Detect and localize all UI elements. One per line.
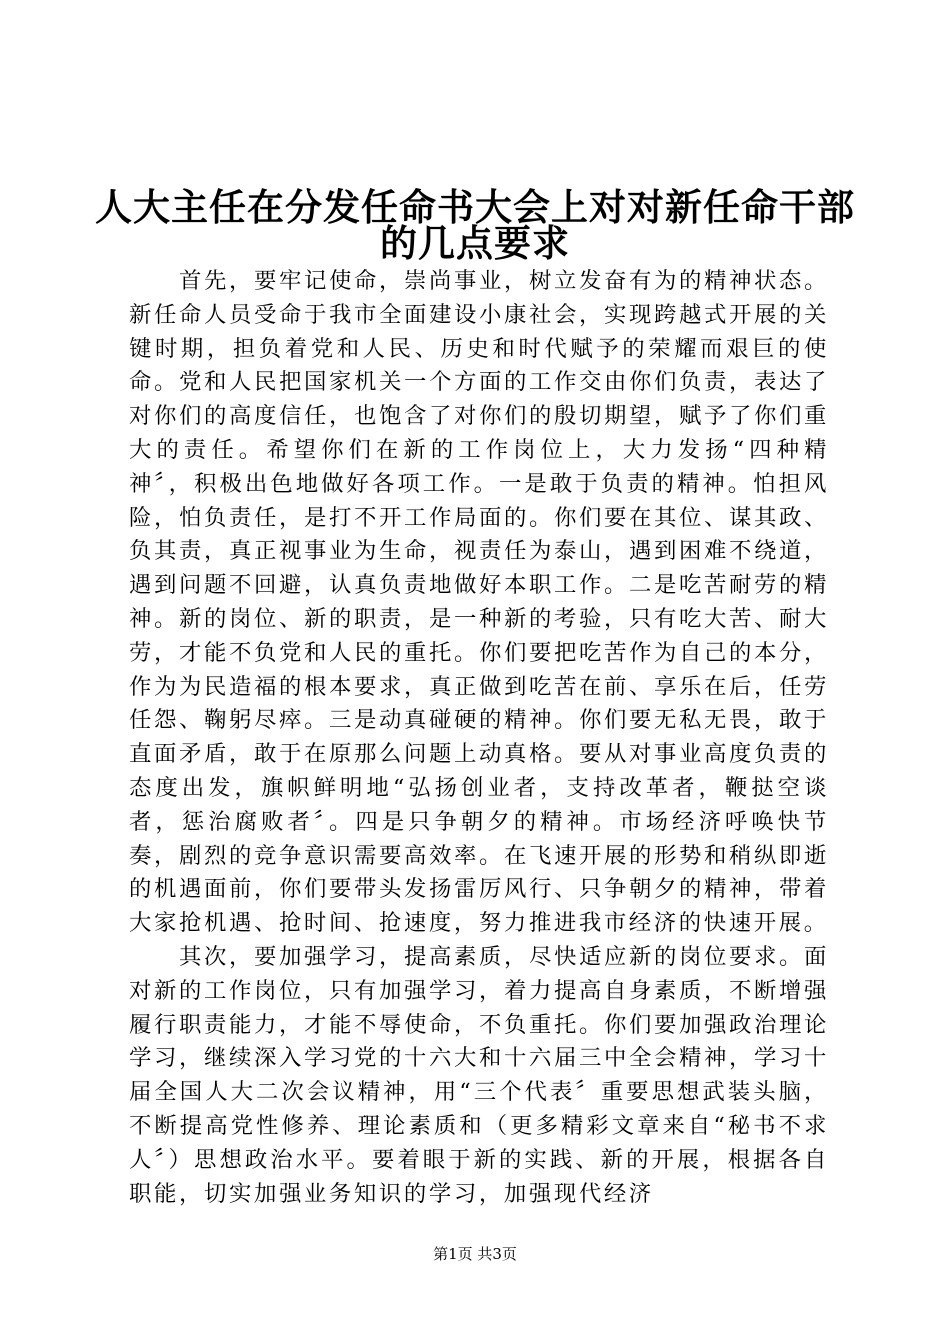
document-body [129, 265, 829, 1211]
document-title-line-1: 人大主任在分发任命书大会上对对新任命干部 [95, 186, 855, 229]
document-title-line-2: 的几点要求 [380, 222, 570, 265]
paragraph-1: 首先，要牢记使命，崇尚事业，树立发奋有为的精神状态。新任命人员受命于我市全面建设小康社会，实现跨越式开展的关键时期，担负着党和人民、历史和时代赋予的荣耀而艰巨的使命。党和人民把国家机关一个方面的工作交由你们负责，表达了对你们的高度信任，也饱含了对你们的殷切期望，赋予了你们重大的责任。希望你们在新的工作岗位上，大力发扬“四种精神〞，积极出色地做好各项工作。一是敢于负责的精神。怕担风险，怕负责任，是打不开工作局面的。你们要在其位、谋其政、负其责，真正视事业为生命，视责任为泰山，遇到困难不绕道，遇到问题不回避，认真负责地做好本职工作。二是吃苦耐劳的精神。新的岗位、新的职责，是一种新的考验，只有吃大苦、耐大劳，才能不负党和人民的重托。你们要把吃苦作为自己的本分，作为为民造福的根本要求，真正做到吃苦在前、享乐在后，任劳任怨、鞠躬尽瘁。三是动真碰硬的精神。你们要无私无畏，敢于直面矛盾，敢于在原那么问题上动真格。要从对事业高度负责的态度出发，旗帜鲜明地“弘扬创业者，支持改革者，鞭挞空谈者，惩治腐败者〞。四是只争朝夕的精神。市场经济呼唤快节奏，剧烈的竞争意识需要高效率。在飞速开展的形势和稍纵即逝的机遇面前，你们要带头发扬雷厉风行、只争朝夕的精神，带着大家抢机遇、抢时间、抢速度，努力推进我市经济的快速开展。 [129, 268, 829, 937]
page-footer: 第1页 共3页 [433, 1245, 517, 1263]
paragraph-2: 其次，要加强学习，提高素质，尽快适应新的岗位要求。面对新的工作岗位，只有加强学习，着力提高自身素质，不断增强履行职责能力，才能不辱使命，不负重托。你们要加强政治理论学习，继续深入学习党的十六大和十六届三中全会精神，学习十届全国人大二次会议精神，用“三个代表〞重要思想武装头脑，不断提高党性修养、理论素质和（更多精彩文章来自“秘书不求人〞）思想政治水平。要着眼于新的实践、新的开展，根据各自职能，切实加强业务知识的学习，加强现代经济 [129, 943, 829, 1207]
